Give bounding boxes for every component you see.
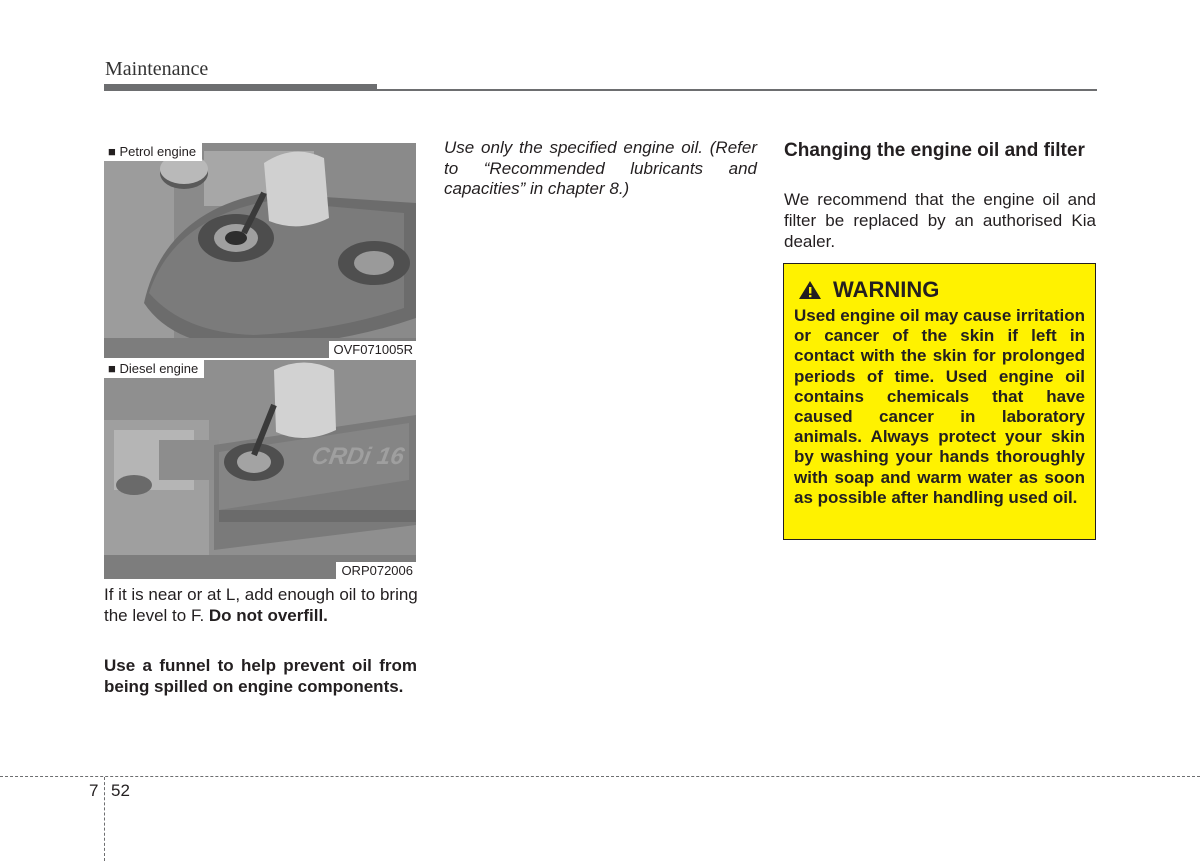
figure-code-diesel: ORP072006 bbox=[336, 562, 416, 579]
footer-rule bbox=[0, 776, 1200, 777]
page-number: 52 bbox=[111, 781, 130, 800]
specified-oil-note: Use only the specified engine oil. (Refer to “Recommended lubricants and capacities” in chapter 8.) bbox=[444, 138, 757, 198]
section-title: Changing the engine oil and filter bbox=[784, 140, 1085, 161]
warning-title: WARNING bbox=[833, 277, 940, 302]
crdi-engine-text: CRDi 16 bbox=[309, 443, 407, 470]
warning-triangle-icon bbox=[798, 280, 822, 300]
chapter-number: 7 bbox=[89, 781, 99, 800]
warning-header bbox=[798, 277, 939, 303]
diesel-engine-illustration bbox=[104, 360, 416, 579]
footer-divider bbox=[104, 777, 105, 861]
funnel-instruction: Use a funnel to help prevent oil from being spilled on engine components. bbox=[104, 656, 417, 696]
petrol-engine-illustration bbox=[104, 143, 416, 358]
page-header-title: Maintenance bbox=[105, 58, 209, 80]
petrol-engine-figure bbox=[104, 143, 416, 358]
oil-level-instruction: If it is near or at L, add enough oil to bring the level to F. bbox=[104, 585, 418, 625]
warning-text: Used engine oil may cause irritation or cancer of the skin if left in contact with the skin for prolonged periods of time. Used engine oil contains chemicals that have caused cancer in laboratory animals. Always protect your skin by washing your hands thoroughly with soap and warm water as soon as possible after handling used oil. bbox=[794, 306, 1085, 507]
figure-code-petrol: OVF071005R bbox=[329, 341, 417, 358]
oil-level-paragraph bbox=[104, 584, 418, 626]
header-rule bbox=[104, 89, 1097, 91]
diesel-engine-figure bbox=[104, 360, 416, 579]
section-intro: We recommend that the engine oil and filter be replaced by an authorised Kia dealer. bbox=[784, 190, 1096, 251]
figure-label-petrol: ■ Petrol engine bbox=[104, 143, 202, 161]
do-not-overfill-text: Do not overfill. bbox=[208, 606, 328, 625]
figure-label-diesel: ■ Diesel engine bbox=[104, 360, 204, 378]
warning-box bbox=[783, 263, 1096, 540]
